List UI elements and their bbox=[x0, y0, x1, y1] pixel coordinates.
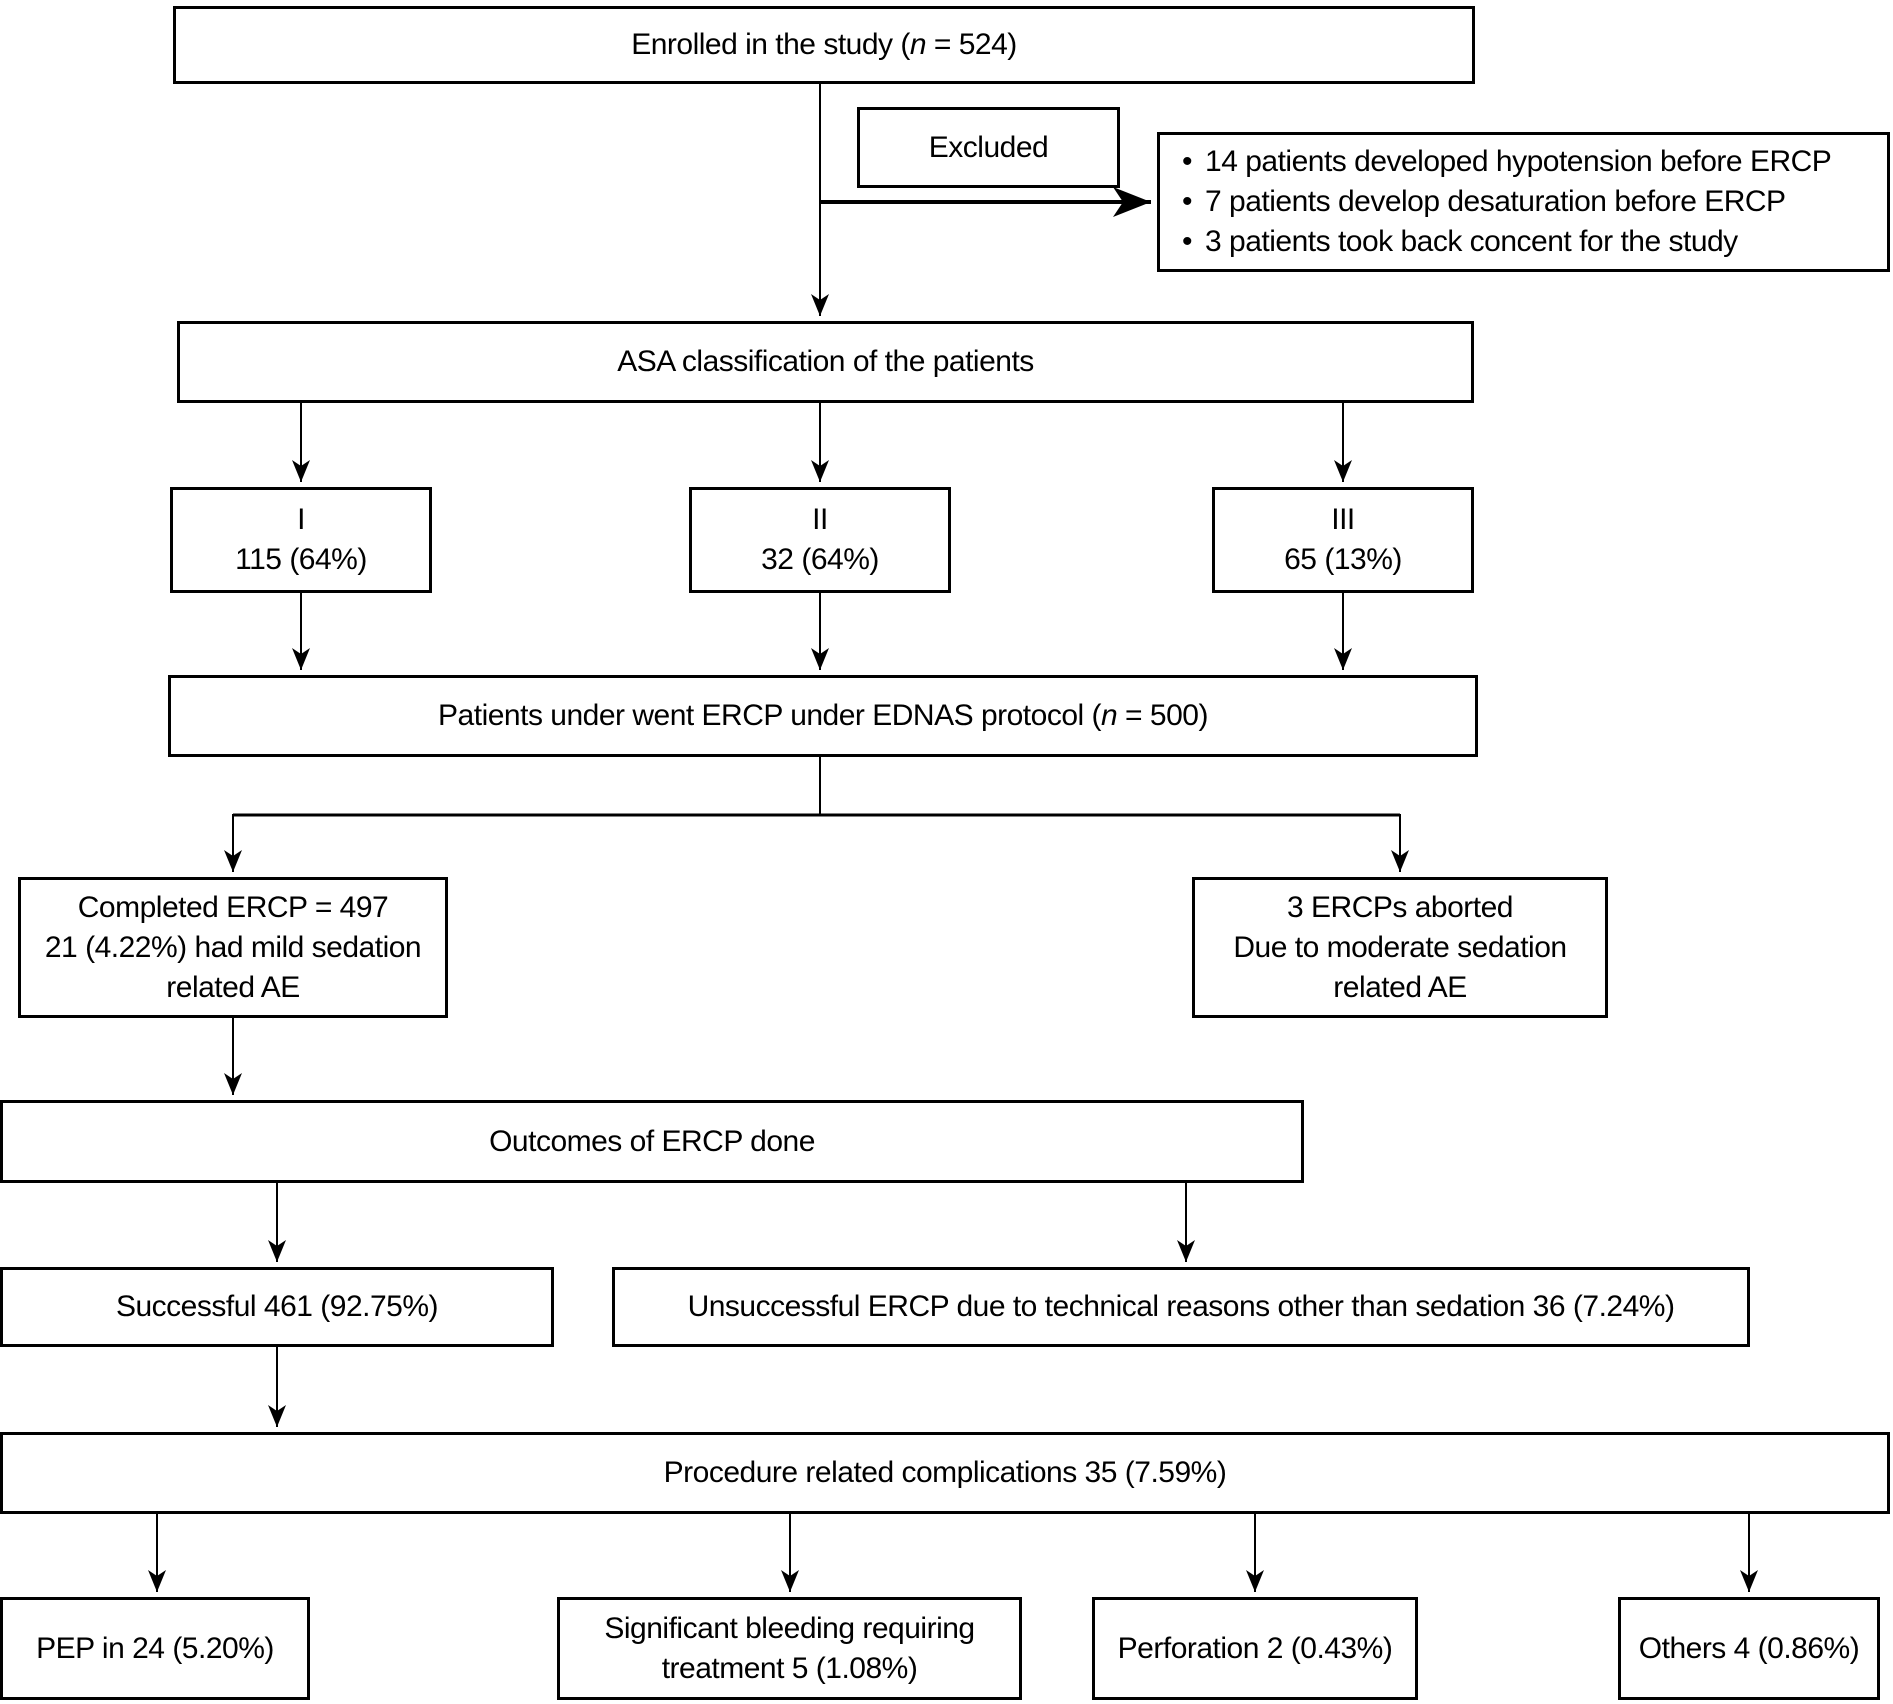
aborted-line-2: Due to moderate sedation bbox=[1233, 930, 1567, 964]
node-enrolled bbox=[173, 6, 1475, 84]
completed-line-1: Completed ERCP = 497 bbox=[77, 890, 389, 924]
aborted-line-1: 3 ERCPs aborted bbox=[1287, 890, 1513, 924]
asa-class-1-count: 115 (64%) bbox=[235, 543, 367, 576]
asa-class-2-grade: II bbox=[812, 503, 828, 536]
ednas-text-suffix: = 500) bbox=[1117, 699, 1208, 732]
complications-text: Procedure related complications 35 (7.59%) bbox=[663, 1456, 1227, 1489]
node-ednas bbox=[168, 675, 1478, 757]
enrolled-n-symbol: n bbox=[909, 28, 927, 61]
outcomes-text: Outcomes of ERCP done bbox=[489, 1124, 815, 1158]
node-excluded-reasons bbox=[1157, 132, 1890, 272]
excluded-reason-item: • 14 patients developed hypotension before ERCP bbox=[1182, 142, 1831, 182]
ednas-text-prefix: Patients under went ERCP under EDNAS protocol ( bbox=[438, 699, 1102, 732]
others-text: Others 4 (0.86%) bbox=[1638, 1631, 1860, 1665]
ednas-n-symbol: n bbox=[1101, 699, 1118, 732]
node-completed bbox=[18, 877, 448, 1018]
node-asa-class-2 bbox=[689, 487, 951, 593]
node-bleeding bbox=[557, 1597, 1022, 1700]
asa-class-3-count: 65 (13%) bbox=[1284, 543, 1402, 576]
enrolled-text-suffix: = 524) bbox=[926, 28, 1017, 61]
node-unsuccessful bbox=[612, 1267, 1750, 1347]
unsuccessful-text: Unsuccessful ERCP due to technical reasons other than sedation 36 (7.24%) bbox=[687, 1290, 1675, 1323]
excluded-label-text: Excluded bbox=[928, 130, 1049, 164]
pep-text: PEP in 24 (5.20%) bbox=[36, 1631, 274, 1665]
node-successful bbox=[0, 1267, 554, 1347]
asa-class-2-count: 32 (64%) bbox=[761, 543, 879, 576]
completed-line-2: 21 (4.22%) had mild sedation bbox=[44, 930, 422, 964]
asa-class-1-grade: I bbox=[297, 503, 305, 536]
excluded-reason-item: • 3 patients took back concent for the study bbox=[1182, 222, 1738, 262]
successful-text: Successful 461 (92.75%) bbox=[115, 1290, 438, 1323]
node-aborted bbox=[1192, 877, 1608, 1018]
completed-line-3: related AE bbox=[166, 970, 300, 1004]
bleeding-line-1: Significant bleeding requiring bbox=[604, 1611, 975, 1645]
node-enrolled-text bbox=[631, 25, 1017, 65]
aborted-line-3: related AE bbox=[1333, 970, 1467, 1004]
excluded-reason-item: • 7 patients develop desaturation before ERCP bbox=[1182, 182, 1786, 222]
node-perforation bbox=[1092, 1597, 1418, 1700]
bleeding-line-2: treatment 5 (1.08%) bbox=[661, 1651, 918, 1685]
asa-header-text: ASA classification of the patients bbox=[617, 345, 1034, 378]
perforation-text: Perforation 2 (0.43%) bbox=[1117, 1631, 1393, 1665]
node-pep bbox=[0, 1597, 310, 1700]
node-others bbox=[1618, 1597, 1880, 1700]
node-ednas-text bbox=[438, 696, 1208, 736]
enrolled-text-prefix: Enrolled in the study ( bbox=[631, 28, 910, 61]
node-asa-header bbox=[177, 321, 1474, 403]
node-complications bbox=[0, 1432, 1890, 1514]
asa-class-3-grade: III bbox=[1331, 503, 1355, 536]
node-excluded-label bbox=[857, 107, 1120, 188]
node-outcomes bbox=[0, 1100, 1304, 1183]
node-asa-class-3 bbox=[1212, 487, 1474, 593]
node-asa-class-1 bbox=[170, 487, 432, 593]
